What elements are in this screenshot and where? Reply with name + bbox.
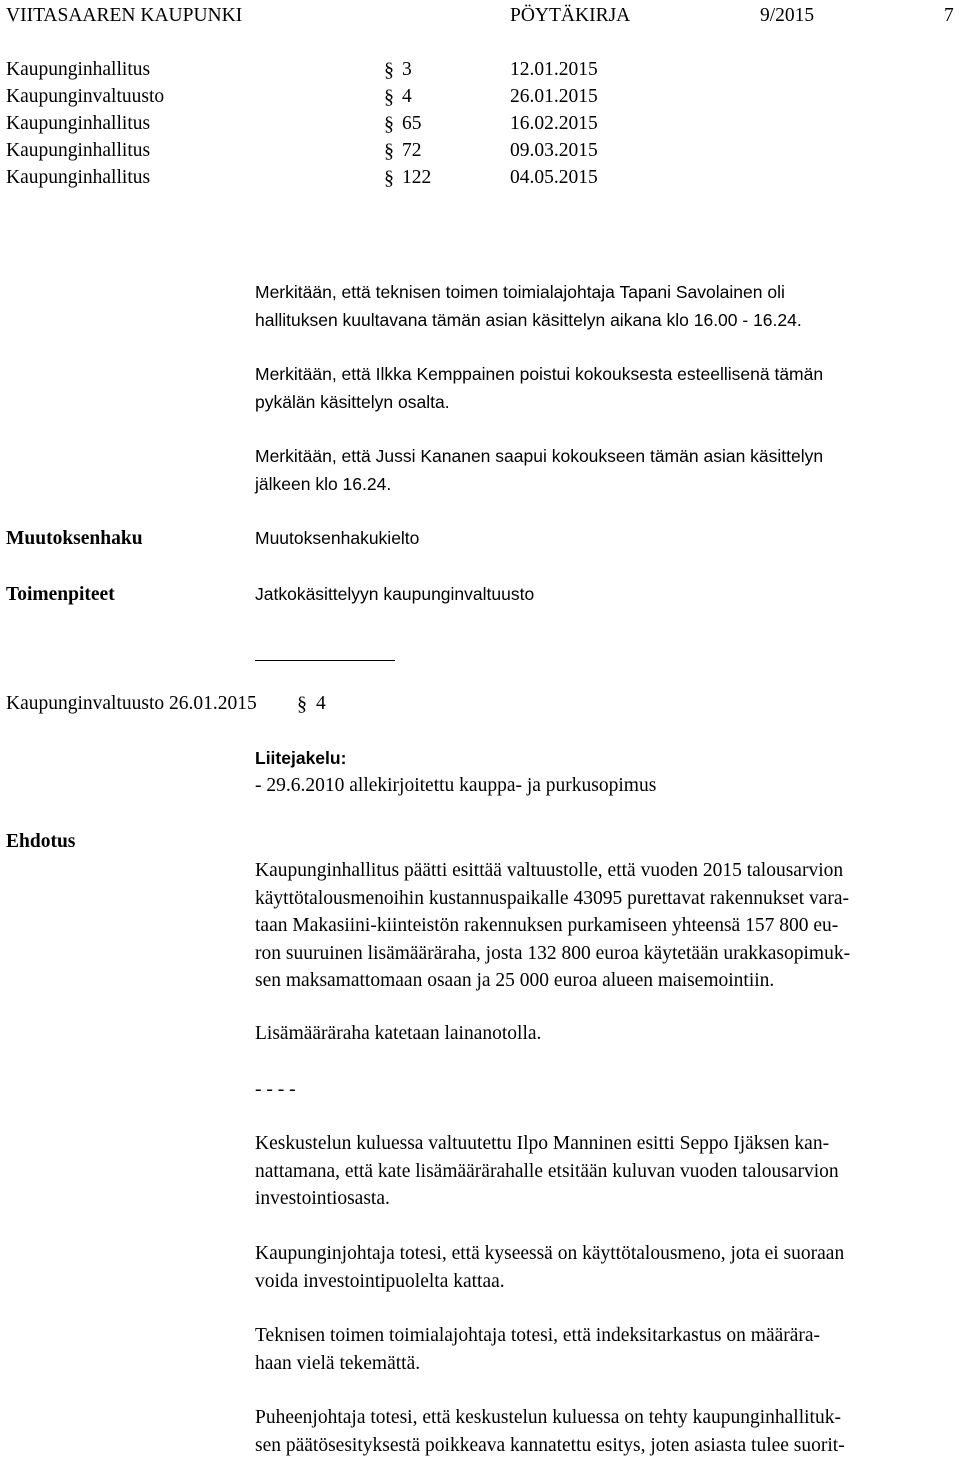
- proposal-line: voida investointipuolelta kattaa.: [255, 1270, 505, 1292]
- proposal-line: ron suuruinen lisämääräraha, josta 132 800 euroa käytetään urakkasopimuk-: [255, 942, 851, 964]
- appeal-value: Muutoksenhakukielto: [255, 528, 420, 548]
- note-paragraph: [255, 279, 955, 334]
- page-number: 7: [944, 5, 954, 26]
- svg-text:§: §: [384, 113, 394, 135]
- proposal-line: haan vielä tekemättä.: [255, 1352, 421, 1374]
- appeal-label: Muutoksenhaku: [6, 528, 143, 549]
- history-row: [6, 164, 626, 191]
- history-date: 16.02.2015: [510, 113, 598, 134]
- history-date: 26.01.2015: [510, 86, 598, 107]
- section-sign-icon: [297, 693, 311, 715]
- note-line: Merkitään, että teknisen toimen toimialajohtaja Tapani Savolainen oli: [255, 282, 785, 302]
- proposal-paragraph: [255, 1240, 955, 1295]
- section-sign-icon: [384, 113, 398, 135]
- note-line: Merkitään, että Ilkka Kemppainen poistui kokouksesta esteellisenä tämän: [255, 364, 824, 384]
- separator-line: [255, 660, 395, 661]
- history-body: Kaupunginhallitus: [6, 140, 151, 161]
- proposal-line: nattamana, että kate lisämäärärahalle etsitään kuluvan vuoden talousarvion: [255, 1160, 839, 1182]
- history-date: 12.01.2015: [510, 59, 598, 80]
- history-date: 09.03.2015: [510, 140, 598, 161]
- section-sign-icon: [384, 86, 398, 108]
- note-paragraph: [255, 443, 955, 498]
- actions-label: Toimenpiteet: [6, 584, 115, 605]
- history-body: Kaupunginvaltuusto: [6, 86, 165, 107]
- actions-value: Jatkokäsittelyyn kaupunginvaltuusto: [255, 584, 535, 604]
- history-number: 122: [402, 167, 432, 188]
- proposal-line: investointiosasta.: [255, 1188, 390, 1209]
- section-sign-icon: [384, 59, 398, 81]
- proposal-line: sen päätösesityksestä poikkeava kannatettu esitys, joten asiasta tulee suorit-: [255, 1434, 845, 1456]
- history-date: 04.05.2015: [510, 167, 598, 188]
- doc-type: PÖYTÄKIRJA: [510, 5, 631, 26]
- proposal-line: Lisämääräraha katetaan lainanotolla.: [255, 1023, 542, 1044]
- section-sign-icon: [384, 140, 398, 162]
- proposal-line: sen maksamattomaan osaan ja 25 000 euroa alueen maisemointiin.: [255, 970, 775, 991]
- proposal-line: Teknisen toimen toimialajohtaja totesi, että indeksitarkastus on määrära-: [255, 1325, 821, 1346]
- history-body: Kaupunginhallitus: [6, 167, 151, 188]
- proposal-line: käyttötalousmenoihin kustannuspaikalle 43095 purettavat rakennukset vara-: [255, 887, 850, 909]
- proposal-label: Ehdotus: [6, 831, 76, 852]
- note-line: pykälän käsittelyn osalta.: [255, 391, 450, 412]
- proposal-line: Puheenjohtaja totesi, että keskustelun kuluessa on tehty kaupunginhallituk-: [255, 1407, 841, 1428]
- proposal-paragraph: [255, 1020, 955, 1048]
- svg-text:§: §: [384, 59, 394, 81]
- proposal-line: Keskustelun kuluessa valtuutettu Ilpo Manninen esitti Seppo Ijäksen kan-: [255, 1133, 830, 1154]
- note-paragraph: [255, 361, 955, 416]
- history-row: [6, 83, 626, 110]
- section-sign-icon: [384, 167, 398, 189]
- history-number: 4: [402, 86, 412, 107]
- history-row: [6, 137, 626, 164]
- history-row: [6, 56, 626, 83]
- history-row: [6, 110, 626, 137]
- attachments-label: Liitejakelu:: [255, 748, 347, 768]
- proposal-line: Kaupunginjohtaja totesi, että kyseessä on käyttötalousmeno, jota ei suoraan: [255, 1243, 845, 1264]
- proposal-line: Kaupunginhallitus päätti esittää valtuustolle, että vuoden 2015 talousarvion: [255, 860, 844, 881]
- svg-text:§: §: [384, 167, 394, 189]
- history-number: 3: [402, 59, 412, 80]
- proposal-paragraph: [255, 1404, 955, 1459]
- org-name: VIITASAAREN KAUPUNKI: [6, 5, 243, 26]
- council-reference-text: Kaupunginvaltuusto 26.01.2015: [6, 693, 257, 714]
- proposal-paragraph: [255, 1322, 955, 1377]
- proposal-paragraph: [255, 1130, 955, 1213]
- svg-text:§: §: [384, 86, 394, 108]
- svg-text:§: §: [297, 693, 307, 715]
- note-line: jälkeen klo 16.24.: [255, 473, 392, 494]
- history-body: Kaupunginhallitus: [6, 113, 151, 134]
- proposal-line: - - - -: [255, 1079, 296, 1100]
- doc-number: 9/2015: [760, 5, 815, 26]
- attachment-item: - 29.6.2010 allekirjoitettu kauppa- ja purkusopimus: [255, 775, 657, 796]
- proposal-divider: [255, 1076, 955, 1104]
- council-reference-number: 4: [316, 693, 326, 714]
- history-number: 65: [402, 113, 422, 134]
- svg-text:§: §: [384, 140, 394, 162]
- history-number: 72: [402, 140, 422, 161]
- history-body: Kaupunginhallitus: [6, 59, 151, 80]
- proposal-paragraph: [255, 857, 955, 995]
- note-line: Merkitään, että Jussi Kananen saapui kokoukseen tämän asian käsittelyn: [255, 446, 824, 466]
- proposal-line: taan Makasiini-kiinteistön rakennuksen purkamiseen yhteensä 157 800 eu-: [255, 915, 839, 936]
- note-line: hallituksen kuultavana tämän asian käsittelyn aikana klo 16.00 - 16.24.: [255, 309, 802, 330]
